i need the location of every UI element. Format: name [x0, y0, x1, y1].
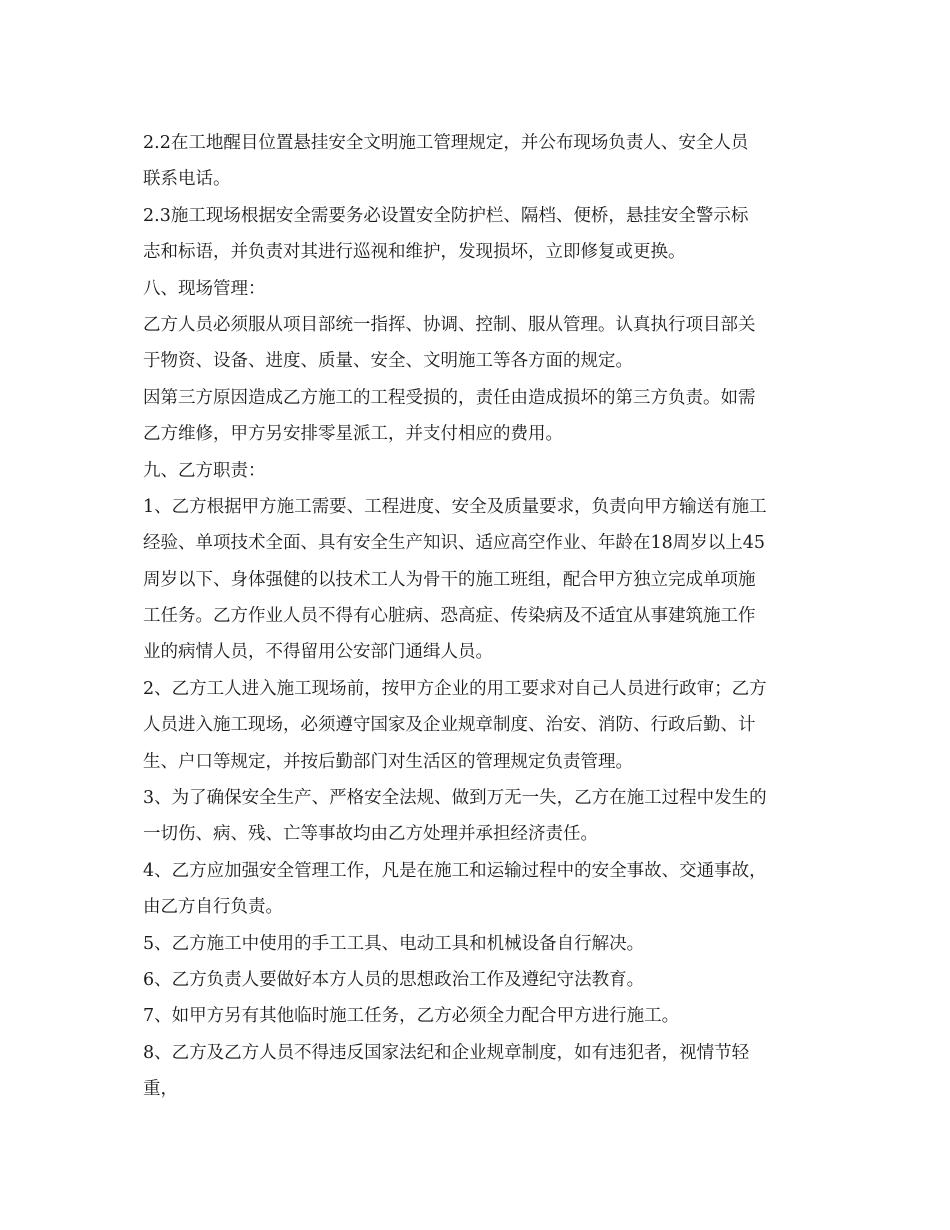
text-line: 联系电话。	[143, 169, 231, 190]
text-line: 志和标语，并负责对其进行巡视和维护，发现损坏，立即修复或更换。	[143, 242, 686, 263]
text-line: 一切伤、病、残、亡等事故均由乙方处理并承担经济责任。	[143, 824, 598, 845]
section-heading: 八、现场管理：	[143, 278, 266, 299]
text-line: 1、乙方根据甲方施工需要、工程进度、安全及质量要求，负责向甲方输送有施工	[143, 496, 767, 517]
text-line: 经验、单项技术全面、具有安全生产知识、适应高空作业、年龄在18周岁以上45	[143, 533, 766, 554]
text-line: 工任务。乙方作业人员不得有心脏病、恐高症、传染病及不适宜从事建筑施工作	[143, 606, 756, 627]
text-line: 乙方人员必须服从项目部统一指挥、协调、控制、服从管理。认真执行项目部关	[143, 314, 756, 335]
text-line: 6、乙方负责人要做好本方人员的思想政治工作及遵纪守法教育。	[143, 969, 645, 990]
text-line: 周岁以下、身体强健的以技术工人为骨干的施工班组，配合甲方独立完成单项施	[143, 569, 756, 590]
text-line: 于物资、设备、进度、质量、安全、文明施工等各方面的规定。	[143, 351, 633, 372]
document-body	[143, 125, 805, 1108]
text-line: 3、为了确保安全生产、严格安全法规、做到万无一失，乙方在施工过程中发生的	[143, 788, 767, 809]
text-line: 重，	[143, 1079, 178, 1100]
text-line: 7、如甲方另有其他临时施工任务，乙方必须全力配合甲方进行施工。	[143, 1006, 680, 1027]
text-line: 2.2在工地醒目位置悬挂安全文明施工管理规定，并公布现场负责人、安全人员	[143, 133, 749, 153]
text-line: 人员进入施工现场，必须遵守国家及企业规章制度、治安、消防、行政后勤、计	[143, 715, 756, 736]
text-line: 由乙方自行负责。	[143, 897, 283, 918]
text-line: 因第三方原因造成乙方施工的工程受损的，责任由造成损坏的第三方负责。如需	[143, 387, 756, 408]
text-line: 2、乙方工人进入施工现场前，按甲方企业的用工要求对自己人员进行政审；乙方	[143, 678, 767, 699]
section-heading: 九、乙方职责：	[143, 460, 266, 481]
text-line: 生、户口等规定，并按后勤部门对生活区的管理规定负责管理。	[143, 751, 633, 772]
text-line: 乙方维修，甲方另安排零星派工，并支付相应的费用。	[143, 424, 563, 445]
text-line: 2.3施工现场根据安全需要务必设置安全防护栏、隔档、便桥，悬挂安全警示标	[143, 205, 749, 226]
text-line: 业的病情人员，不得留用公安部门通缉人员。	[143, 642, 493, 663]
text-line: 8、乙方及乙方人员不得违反国家法纪和企业规章制度，如有违犯者，视情节轻	[143, 1042, 750, 1063]
text-line: 5、乙方施工中使用的手工工具、电动工具和机械设备自行解决。	[143, 933, 645, 954]
text-line: 4、乙方应加强安全管理工作，凡是在施工和运输过程中的安全事故、交通事故，	[143, 860, 767, 881]
